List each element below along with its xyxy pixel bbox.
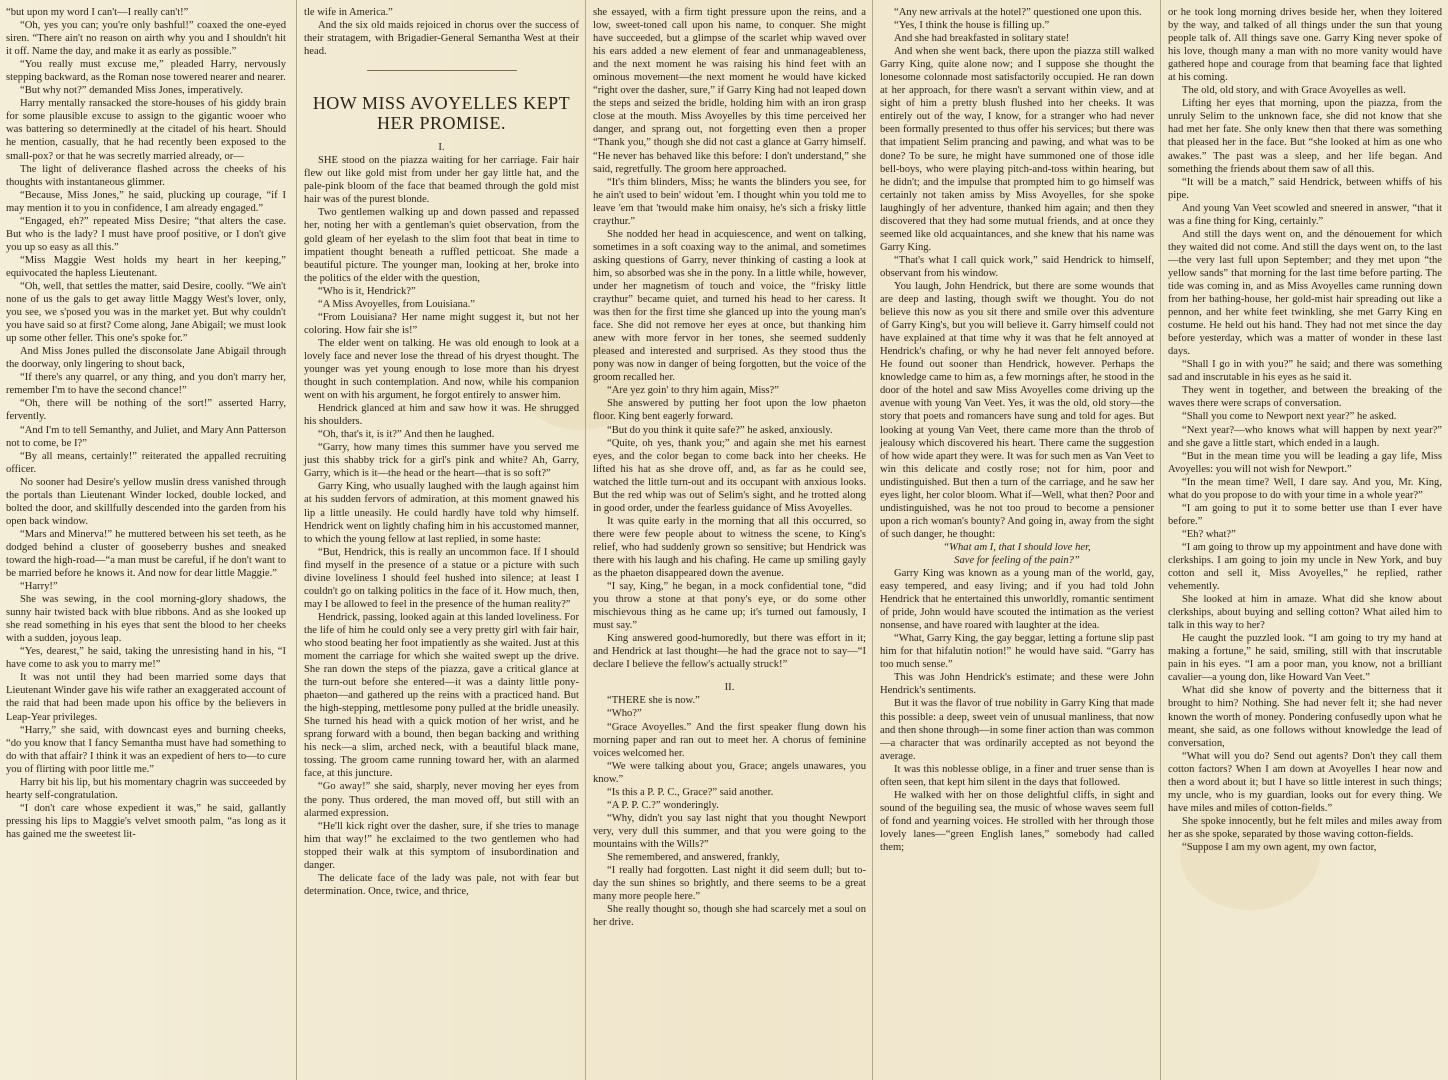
paragraph: Hendrick glanced at him and saw how it was. He shrugged his shoulders. bbox=[304, 403, 579, 428]
paragraph: “Shall you come to Newport next year?” he asked. bbox=[1182, 411, 1397, 423]
paragraph: Garry King was known as a young man of the world, gay, easy tempered, and easy living; and if you had told John Hendrick that he entertained this unworldly, romantic sentiment of pride, John would have scouted the intimation as the veriest nonsense, and have roared with laughter at the idea. bbox=[880, 568, 1154, 632]
paragraph: “If there's any quarrel, or any thing, and you don't marry her, remember I'm to have the second chance!” bbox=[6, 372, 286, 397]
paragraph: “Oh, there will be nothing of the sort!” asserted Harry, fervently. bbox=[6, 398, 286, 423]
paragraph: They went in together, and between the breaking of the waves there were scraps of conversation. bbox=[1168, 385, 1442, 410]
column-4-verse bbox=[880, 541, 1154, 567]
section-heading-1: I. bbox=[438, 142, 445, 154]
paragraph: She spoke innocently, but he felt miles and miles away from her as she spoke, separated by those waving cotton-fields. bbox=[1168, 815, 1442, 840]
paragraph: “Yes, I think the house is filling up.” bbox=[894, 20, 1050, 32]
paragraph: “But why not?” demanded Miss Jones, imperatively. bbox=[20, 85, 243, 97]
paragraph: It was this noblesse oblige, in a finer and truer sense than is often seen, that kept him silent in the days that followed. bbox=[880, 763, 1154, 788]
paragraph: He walked with her on those delightful cliffs, in sight and sound of the beguiling sea, the music of whose waves seem full of fond and yearning voices. He strolled with her through those lovely lanes—“green English lanes,” somebody had called them; bbox=[880, 789, 1154, 853]
column-3-text-b bbox=[593, 694, 866, 929]
paragraph: “Grace Avoyelles.” And the first speaker flung down his morning paper and ran out to meet her. A chorus of feminine voices welcomed her. bbox=[593, 721, 866, 759]
paragraph: “It will be a match,” said Hendrick, between whiffs of his pipe. bbox=[1168, 176, 1442, 201]
paragraph: She really thought so, though she had scarcely met a soul on her drive. bbox=[593, 904, 866, 929]
column-3-text bbox=[593, 6, 866, 671]
paragraph: “Is this a P. P. C., Grace?” said another. bbox=[607, 786, 774, 798]
paragraph: “What will you do? Send out agents? Don't they call them cotton factors? When I am down at Avoyelles I hear now and then a word about it; but I have so little interest in such things; my uncle, who is my guardian, looks out for every thing. We have miles and miles of cotton-fields.” bbox=[1168, 750, 1442, 814]
paragraph: “I am going to throw up my appointment and have done with clerkships. I am going to join my uncle in New York, and buy cotton and sell it, Miss Avoyelles,” he replied, rather vehemently. bbox=[1168, 541, 1442, 593]
story-title: HOW MISS AVOYELLES KEPT HER PROMISE. bbox=[312, 93, 571, 134]
paragraph: It was quite early in the morning that all this occurred, so there were few people about to witness the scene, to King's relief, who had suddenly grown so sensitive; but Hendrick was there with his laugh and his chafing. He came up smiling gayly as the phaeton disappeared down the avenue. bbox=[593, 515, 866, 580]
paragraph: And the six old maids rejoiced in chorus over the success of their stratagem, with Brigadier-General Semantha West at their head. bbox=[304, 20, 579, 58]
paragraph: Lifting her eyes that morning, upon the piazza, from the unruly Selim to the unknown face, she did not know that she had met her fate. She only knew then that there was something that pleased her in the face. But “she looked at him as one who awakes.” The past was a sleep, and her life began. And something the friends about them saw of all this. bbox=[1168, 98, 1442, 175]
paragraph: “He'll kick right over the dasher, sure, if she tries to manage him that way!” he exclaimed to the two gentlemen who had stopped their walk at this symptom of insubordination and danger. bbox=[304, 820, 579, 871]
verse-line: “What am I, that I should love her, bbox=[943, 541, 1091, 553]
paragraph: “Go away!” she said, sharply, never moving her eyes from the pony. Thus ordered, the man moved off, but still with an alarmed expression. bbox=[304, 781, 579, 819]
paragraph: “Next year?—who knows what will happen by next year?” and she gave a little start, which ended in a laugh. bbox=[1168, 424, 1442, 449]
paragraph: No sooner had Desire's yellow muslin dress vanished through the portals than Lieutenant Winder locked, double locked, and bolted the door, and skillfully descended into the garden from his open back window. bbox=[6, 476, 286, 527]
paragraph: The elder went on talking. He was old enough to look at a lovely face and never lose the thread of his dryest thought. The younger was yet young enough to lose more than his dryest thought in such contemplation. And now, while his companion went on with his argument, he forgot entirely to answer him. bbox=[304, 337, 579, 402]
column-2-text bbox=[304, 154, 579, 898]
column-1-text bbox=[6, 6, 286, 841]
paragraph: “By all means, certainly!” reiterated the appalled recruiting officer. bbox=[6, 450, 286, 475]
paragraph: “What, Garry King, the gay beggar, letting a fortune slip past him for that hifalutin notion!” he would have said. “Garry has too much sense.” bbox=[880, 633, 1154, 671]
paragraph: “Harry,” she said, with downcast eyes and burning cheeks, “do you know that I fancy Semantha must have had something to do with that affair? I think it was an expedient of hers to—to cure you of flirting with poor little me.” bbox=[6, 724, 286, 775]
paragraph: “Shall I go in with you?” he said; and there was something sad and inscrutable in his eyes as he said it. bbox=[1168, 359, 1442, 384]
paragraph: “Garry, how many times this summer have you served me just this shabby trick for a girl's pink and white? Ah, Garry, Garry, which is it—the head or the heart—that is so soft?” bbox=[304, 442, 579, 480]
paragraph: SHE stood on the piazza waiting for her carriage. Fair hair flew out like gold mist from under her gay little hat, and the pale-pink bloom of the face that beamed through the gold mist hair was of the purest blonde. bbox=[304, 155, 579, 206]
paragraph: “Mars and Minerva!” he muttered between his set teeth, as he dodged behind a cluster of gooseberry bushes and sneaked toward the high-road—“a man must be careful, if he don't want to be married before he knows it. And now for dear little Maggie.” bbox=[6, 528, 286, 580]
paragraph: “THERE she is now.” bbox=[607, 695, 700, 707]
paragraph: King answered good-humoredly, but there was effort in it; and Hendrick at last thought—he had the grace not to say—“I declare I believe the fellow's actually struck!” bbox=[593, 633, 866, 671]
paragraph: “Who?” bbox=[607, 708, 642, 720]
paragraph: “Are yez goin' to thry him again, Miss?” bbox=[607, 385, 779, 397]
paragraph: Two gentlemen walking up and down passed and repassed her, noting her with a gentleman's quiet observation, from the gold gleam of her eyelash to the slim foot that beat in time to impatient thought beneath a ruffled petticoat. She made a beautiful picture. The younger man, looking at her, broke into the politics of the elder with the question, bbox=[304, 207, 579, 284]
paragraph: “Harry!” bbox=[20, 581, 58, 593]
column-4-text bbox=[880, 6, 1154, 541]
paragraph: “And I'm to tell Semanthy, and Juliet, and Mary Ann Patterson not to come, be I?” bbox=[6, 424, 286, 449]
paragraph: “Because, Miss Jones,” he said, plucking up courage, “if I may mention it to you in confidence, I am already engaged.” bbox=[6, 189, 286, 214]
paragraph: “but upon my word I can't—I really can't!” bbox=[6, 7, 189, 18]
paragraph: Harry mentally ransacked the store-houses of his giddy brain for some plausible excuse to assign to the gigantic wooer who was battering so determinedly at the citadel of his heart. Should he mention, casually, that he had recently been exposed to the small-pox? or that he was secretly married already, or— bbox=[6, 98, 286, 162]
column-5 bbox=[1162, 0, 1448, 1080]
column-5-text bbox=[1168, 6, 1442, 854]
paragraph: “Quite, oh yes, thank you;” and again she met his earnest eyes, and the color began to come back into her cheeks. He lifted his hat as she drove off, and, as far as he could see, watched the little turn-out and its occupant with anxious looks. But the red whip was out of Selim's sight, and he trotted along in good order, under the fearless guidance of Miss Avoyelles. bbox=[593, 437, 866, 514]
paragraph: Hendrick, passing, looked again at this landed loveliness. For the life of him he could only see a very pretty girl with fair hair, who stood beating her foot impatiently as she waited. Just at this moment the carriage for which she waited swept up the drive. She ran down the steps of the piazza, gave a critical glance at the turn-out before she entered—it was a dainty little pony-phaeton—and gathered up the reins with a practiced hand. But the high-stepping, mettlesome pony pulled at the bridle uneasily. She turned his head with a quick motion of her wrist, and he sprang forward with a bound, then began backing and writhing his neck—a slim, arched neck, with a beautiful black mane, tossing. The groom came running toward her, with an alarmed face, at this juncture. bbox=[304, 611, 579, 780]
column-rule bbox=[585, 0, 586, 1080]
column-rule bbox=[296, 0, 297, 1080]
paragraph: This was John Hendrick's estimate; and these were John Hendrick's sentiments. bbox=[880, 672, 1154, 697]
paragraph: “That's what I call quick work,” said Hendrick to himself, observant from his window. bbox=[880, 254, 1154, 279]
paragraph: “Oh, yes you can; you're only bashful!” coaxed the one-eyed siren. “There ain't no reason on airth why you and I shouldn't hit it off. Name the day, and make it as early as possible.” bbox=[6, 20, 286, 58]
paragraph: “Any new arrivals at the hotel?” questioned one upon this. bbox=[894, 7, 1142, 18]
section-heading-2: II. bbox=[724, 682, 735, 694]
paragraph: “I am going to put it to some better use than I ever have before.” bbox=[1168, 502, 1442, 527]
paragraph: “Miss Maggie West holds my heart in her keeping,” equivocated the hapless Lieutenant. bbox=[6, 254, 286, 279]
paragraph: Garry King, who usually laughed with the laugh against him at his sudden fervors of admiration, at this moment gnawed his lip a little uneasily. He could hardly have told why himself. Hendrick went on lightly chafing him in his accustomed manner, to which the young fellow at last replied, in some haste: bbox=[304, 481, 579, 545]
paragraph: “A Miss Avoyelles, from Louisiana.” bbox=[318, 298, 475, 310]
column-3 bbox=[587, 0, 872, 1080]
paragraph: “I really had forgotten. Last night it did seem dull; but to-day the sun shines so brightly, and there seems to be a great many more people here.” bbox=[593, 865, 866, 903]
paragraph: “You really must excuse me,” pleaded Harry, nervously stepping backward, as the Roman nose towered nearer and nearer. bbox=[6, 59, 286, 84]
paragraph: She was sewing, in the cool morning-glory shadows, the sunny hair twisted back with blue ribbons. And as she looked up she read something in his eyes that sent the blood to her cheeks with a sudden, joyous leap. bbox=[6, 594, 286, 645]
paragraph: “I don't care whose expedient it was,” he said, gallantly pressing his lips to Maggie's velvet smooth palm, “as long as it has gained me the sweetest lit- bbox=[6, 802, 286, 840]
paragraph: or he took long morning drives beside her, when they loitered by the way, and talked of all things under the sun that young people talk of. All things save one. Garry King never spoke of his love, though many a man with no more vanity would have gathered hope and courage from that beaming face that lighted at his coming. bbox=[1168, 7, 1442, 84]
paragraph: She looked at him in amaze. What did she know about clerkships, about buying and selling cotton? What ailed him to talk in this way to her? bbox=[1168, 594, 1442, 632]
paragraph: What did she know of poverty and the bitterness that it brought to him? Nothing. She had never felt it; she had never known the worth of money. Pondering confusedly upon what he meant, she said, as one follows without knowledge the lead of conversation, bbox=[1168, 685, 1442, 749]
column-1 bbox=[0, 0, 292, 1080]
paragraph: “Suppose I am my own agent, my own factor, bbox=[1182, 842, 1377, 853]
paragraph: “In the mean time? Well, I dare say. And you, Mr. King, what do you propose to do with your time in a whole year?” bbox=[1168, 476, 1442, 501]
column-2-top-text bbox=[304, 6, 579, 58]
paragraph: The old, old story, and with Grace Avoyelles as well. bbox=[1182, 85, 1406, 97]
paragraph: The light of deliverance flashed across the cheeks of his thoughts with instantaneous glimmer. bbox=[6, 163, 286, 188]
paragraph: And she had breakfasted in solitary state! bbox=[894, 33, 1070, 45]
paragraph: “Who is it, Hendrick?” bbox=[318, 285, 416, 297]
paragraph: she essayed, with a firm tight pressure upon the reins, and a low, sweet-toned call upon his name, to conquer. She might have succeeded, but a glimpse of the scarlet whip waved over his ears added a new element of fear and unmanageableness, and the next moment he was raising his hind feet with an ominous movement—the next moment he would have kicked “right over the dasher, sure,” if Garry King had not leaped down the steps and seized the bridle, holding him with an iron grasp close at the mouth. Miss Avoyelles by this time perceived her danger, and sprang out, not forgetting even then a proper “Thank you,” though she did not cast a glance at Garry himself. “He never has behaved like this before: I don't understand,” she said, regretfully. The groom here approached. bbox=[593, 7, 866, 175]
paragraph: “Oh, that's it, is it?” And then he laughed. bbox=[318, 429, 495, 441]
paragraph: She nodded her head in acquiescence, and went on talking, sometimes in a soft coaxing way to the animal, and sometimes asking questions of Garry, never thinking of casting a look at him, so absorbed was she in the pony. In a little while, however, under her magnetism of touch and voice, the “frisky little craythur” became quiet, and turned his head to her caress. It was then for the first time she glanced up into the young man's face. She did not remove her eyes at once, but thanking him anew with more fervor in her tones, she seemed suddenly pleased and interested and surprised. As they stood thus the pony was now in danger of being forgotten, but the voice of the groom recalled her. bbox=[593, 228, 866, 384]
column-rule bbox=[1160, 0, 1161, 1080]
paragraph: He caught the puzzled look. “I am going to try my hand at making a fortune,” he said, smiling, still with that inscrutable pain in his eyes. “I am a poor man, you know, not a brilliant cavalier—a young don, like Howard Van Veet.” bbox=[1168, 633, 1442, 684]
paragraph: “From Louisiana? Her name might suggest it, but not her coloring. How fair she is!” bbox=[304, 311, 579, 336]
paragraph: “But in the mean time you will be leading a gay life, Miss Avoyelles: you will not wish for Newport.” bbox=[1168, 450, 1442, 475]
paragraph: “It's thim blinders, Miss; he wants the blinders you see, for he ain't used to bein' widout 'em. I thought whin you told me to leave 'em that 'twould make him onaisy, he's sich a frisky little craythur.” bbox=[593, 176, 866, 227]
paragraph: “Why, didn't you say last night that you thought Newport very, very dull this summer, and that you were going to the mountains with the Wills?” bbox=[593, 812, 866, 850]
paragraph: “Engaged, eh?” repeated Miss Desire; “that alters the case. But who is the lady? I must have proof positive, or I don't give you up so easy as all this.” bbox=[6, 215, 286, 253]
paragraph: She remembered, and answered, frankly, bbox=[607, 852, 780, 863]
paragraph: “Yes, dearest,” he said, taking the unresisting hand in his, “I have come to ask you to marry me!” bbox=[6, 646, 286, 671]
title-separator bbox=[367, 70, 517, 71]
column-4 bbox=[874, 0, 1160, 1080]
paragraph: “But do you think it quite safe?” he asked, anxiously. bbox=[607, 424, 833, 436]
column-rule bbox=[872, 0, 873, 1080]
paragraph: tle wife in America.” bbox=[304, 7, 393, 18]
paragraph: You laugh, John Hendrick, but there are some wounds that are deep and lasting, though swift we thought. You do not believe this now as you sit there and smile over this adventure of Garry King's, but you will believe it. Garry himself could not have explained at that time why it was that he felt annoyed at Hendrick's chafing, or why he had never felt annoyed before. He found out sooner than Hendrick, however. Perhaps the knowledge came to him as, a few mornings after, he stood in the door of the hotel and saw Miss Avoyelles come driving up the avenue with young Van Veet. Yes, it was the old, old story—the story that poets and romancers have sung and told for ages. But looking at young Van Veet, there came more than the throb of jealousy which discovered his heart. There came the suggestion of how wide apart they were. It was for such men as Van Veet to win this delicate and costly rose; not for him, poor and undistinguished. But then a turn of the carriage, and he saw her eyes light, her color bloom. What if—Well, what then? Poor and undistinguished, was he not too proud to become a pensioner upon a rich woman's bounty? And going in, away from the sight of such danger, he thought: bbox=[880, 280, 1154, 540]
paragraph: “We were talking about you, Grace; angels unawares, you know.” bbox=[593, 760, 866, 785]
paragraph: And still the days went on, and the dénouement for which they waited did not come. And still the days went on, to the last—the very last full upon September; and they met upon “the yellow sands” that morning for the last time before parting. The tide was coming in, and as Miss Avoyelles came running down from her bathing-house, her gold-mist hair spreading out like a pennon, and her white feet twinkling, she met Garry King en costume. He held out his hand. They had not met since the day before yesterday, which was a matter of wonder in these last days. bbox=[1168, 228, 1442, 358]
column-4-text-b bbox=[880, 567, 1154, 854]
paragraph: It was not until they had been married some days that Lieutenant Winder gave his wife rather an exaggerated account of the raid that had been made upon his office by the believers in Leap-Year privileges. bbox=[6, 672, 286, 723]
paragraph: The delicate face of the lady was pale, not with fear but determination. Once, twice, and thrice, bbox=[304, 872, 579, 897]
column-2 bbox=[298, 0, 585, 1080]
paragraph: Harry bit his lip, but his momentary chagrin was succeeded by hearty self-congratulation. bbox=[6, 776, 286, 801]
paragraph: “But, Hendrick, this is really an uncommon face. If I should find myself in the presence of a statue or a picture with such divine loveliness I should feel hushed into silence; at least I couldn't go on talking politics in the face of it. How much, then, may I be allowed to feel in the presence of the human reality?” bbox=[304, 546, 579, 610]
paragraph: And Miss Jones pulled the disconsolate Jane Abigail through the doorway, only lingering to shout back, bbox=[6, 346, 286, 371]
paragraph: “A P. P. C.?” wonderingly. bbox=[607, 799, 719, 811]
paragraph: And when she went back, there upon the piazza still walked Garry King, quite alone now; and I suppose she thought the lonesome colonnade most satisfactorily occupied. He ran down at her approach, for there wasn't a servant within view, and at sight of him a pretty blush flushed into her cheeks. It was entirely out of the way, I know, for a stranger who had never been formally presented to thus offer his services; but there was that impatient Selim prancing and pawing, and what was to be done? To be sure, he might have summoned one of those idle bell-boys, who were playing pitch-and-toss within hearing, but he didn't; and the impulse that prompted him to go himself was certainly not taken amiss by Miss Avoyelles, for she spoke laughingly of her adventure, thanked him again; and then they discovered that they had some mutual friends, and at once they seemed like old acquaintances, and she knew that his name was Garry King. bbox=[880, 46, 1154, 253]
paragraph: But it was the flavor of true nobility in Garry King that made this possible: a deep, sweet vein of unusual manliness, that now and then shone through—in some finer action than was common—a character that was ordinarily accepted as not beyond the average. bbox=[880, 698, 1154, 762]
paragraph: And young Van Veet scowled and sneered in answer, “that it was a fine thing for King, certainly.” bbox=[1168, 202, 1442, 227]
paragraph: “Oh, well, that settles the matter, said Desire, coolly. “We ain't none of us the gals to get away little Maggy West's lover, only, you see, we s'posed you was in the market yet. But why couldn't you have said so at first? Come along, Jane Abigail; we must look up some other feller. This one's spoke for.” bbox=[6, 280, 286, 345]
paragraph: “Eh? what?” bbox=[1182, 528, 1236, 540]
verse-line: Save for feeling of the pain?” bbox=[954, 554, 1080, 566]
paragraph: She answered by putting her foot upon the low phaeton floor. King bent eagerly forward. bbox=[593, 398, 866, 423]
paragraph: “I say, King,” he began, in a mock confidential tone, “did you throw a stone at that pony's eye, or do some other mischievous thing as he came up; it's turned out famously, I must say.” bbox=[593, 581, 866, 632]
